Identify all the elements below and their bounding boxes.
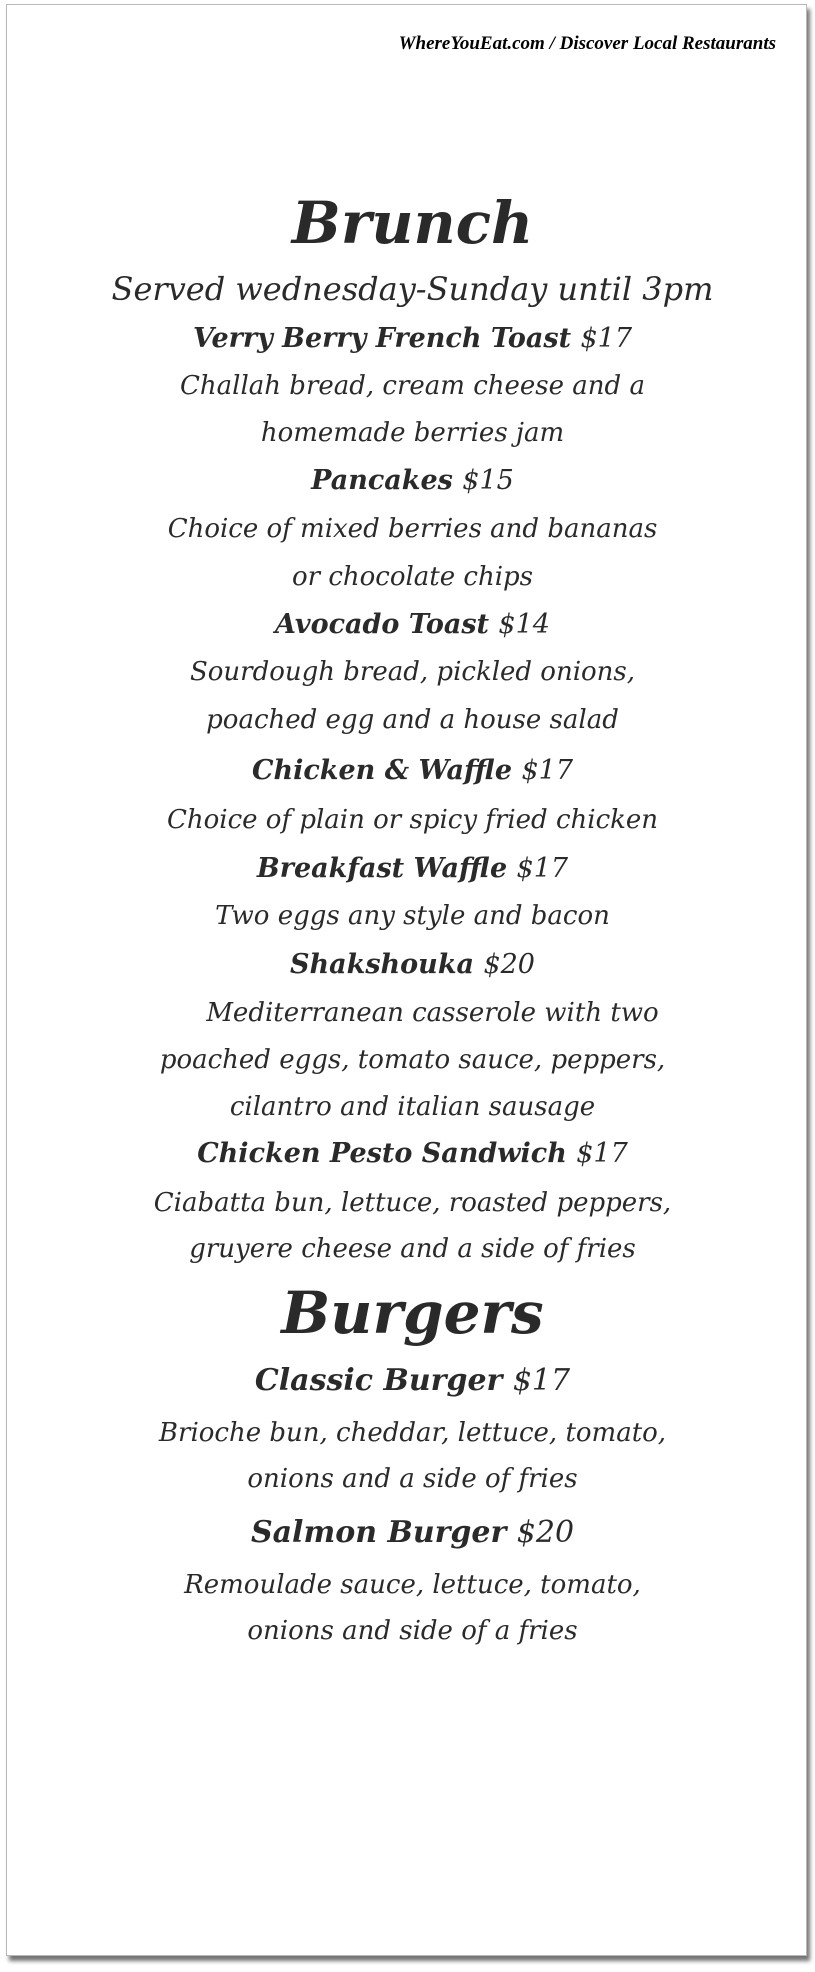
- item-title: [7, 1361, 815, 1401]
- item-desc: or chocolate chips: [291, 562, 534, 592]
- item-desc: Remoulade sauce, lettuce, tomato,: [184, 1570, 641, 1600]
- item-desc: poached egg and a house salad: [206, 705, 619, 735]
- item-desc: gruyere cheese and a side of fries: [189, 1234, 636, 1264]
- item-name: Classic Burger: [254, 1363, 503, 1398]
- item-title: [7, 1513, 815, 1553]
- item-price: $15: [462, 465, 514, 496]
- item-desc: Mediterranean casserole with two: [206, 998, 659, 1028]
- item-price: $20: [516, 1515, 575, 1550]
- item-desc: Choice of plain or spicy fried chicken: [166, 805, 659, 835]
- item-title: [7, 605, 815, 645]
- item-price: $17: [576, 1138, 628, 1169]
- item-desc: Sourdough bread, pickled onions,: [189, 657, 636, 687]
- item-title: [7, 945, 815, 985]
- item-desc: Two eggs any style and bacon: [215, 901, 610, 931]
- item-name: Verry Berry French Toast: [192, 323, 572, 354]
- item-desc: Challah bread, cream cheese and a: [180, 371, 645, 401]
- item-desc: poached eggs, tomato sauce, peppers,: [159, 1045, 666, 1075]
- item-desc: onions and a side of fries: [247, 1464, 578, 1494]
- item-price: $17: [516, 853, 569, 884]
- item-name: Breakfast Waffle: [256, 853, 508, 884]
- item-desc: cilantro and italian sausage: [229, 1092, 596, 1122]
- item-title: [7, 461, 815, 501]
- item-name: Shakshouka: [290, 949, 475, 980]
- item-title: [7, 1134, 815, 1174]
- item-price: $17: [512, 1363, 571, 1398]
- item-name: Chicken Pesto Sandwich: [197, 1138, 567, 1169]
- item-price: $17: [580, 323, 633, 354]
- item-name: Pancakes: [311, 465, 453, 496]
- item-title: [7, 319, 815, 359]
- item-desc: Choice of mixed berries and bananas: [167, 514, 658, 544]
- site-header: WhereYouEat.com / Discover Local Restaurants: [398, 33, 776, 54]
- item-desc: onions and side of a fries: [247, 1616, 578, 1646]
- item-desc: Brioche bun, cheddar, lettuce, tomato,: [158, 1418, 667, 1448]
- item-name: Avocado Toast: [275, 609, 489, 640]
- item-title: [7, 849, 815, 889]
- item-desc: homemade berries jam: [260, 418, 565, 448]
- item-title: [7, 751, 815, 791]
- item-desc: Ciabatta bun, lettuce, roasted peppers,: [153, 1188, 672, 1218]
- menu-page: [6, 4, 807, 1956]
- section-title-brunch: Brunch: [291, 189, 534, 257]
- item-price: $20: [483, 949, 535, 980]
- item-price: $17: [521, 755, 574, 786]
- brunch-hours: Served wednesday-Sunday until 3pm: [111, 270, 714, 308]
- item-price: $14: [498, 609, 550, 640]
- section-title-burgers: Burgers: [281, 1279, 544, 1347]
- item-name: Chicken & Waffle: [251, 755, 513, 786]
- item-name: Salmon Burger: [250, 1515, 507, 1550]
